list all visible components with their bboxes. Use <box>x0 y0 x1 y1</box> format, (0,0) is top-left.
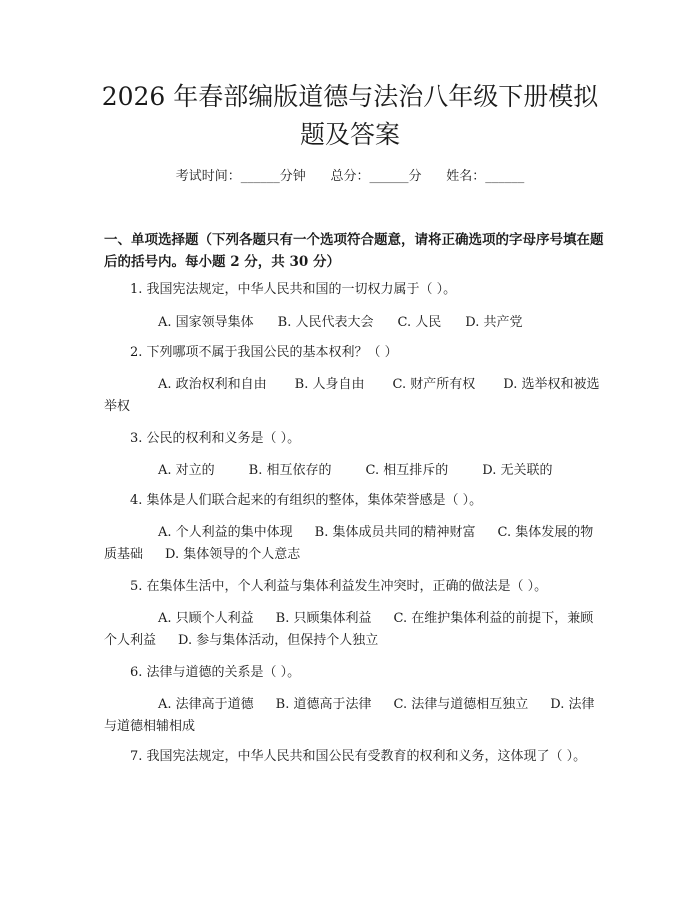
question-7-stem <box>104 746 604 768</box>
question-stem-text: 5. 在集体生活中，个人利益与集体利益发生冲突时，正确的做法是（ ）。 <box>130 579 548 594</box>
option-c: C. 在维护集体利益的前提下，兼顾个人利益 <box>104 611 594 648</box>
option-b: B. 只顾集体利益 <box>275 611 372 626</box>
option-c: C. 集体发展的物质基础 <box>104 525 594 562</box>
section-heading: 一、单项选择题（下列各题只有一个选项符合题意，请将正确选项的字母序号填在题后的括号内。每小题 2 分，共 30 分） <box>104 232 604 270</box>
option-d: D. 共产党 <box>465 315 523 330</box>
question-5-stem <box>104 576 604 598</box>
question-3-options <box>104 460 604 482</box>
option-a: A. 对立的 <box>158 463 215 478</box>
question-4-options <box>104 522 604 566</box>
document-title <box>0 78 700 154</box>
option-d: D. 选举权和被选举权 <box>104 377 600 414</box>
option-c: C. 法律与道德相互独立 <box>393 697 529 712</box>
option-d: D. 无关联的 <box>482 463 553 478</box>
option-a: A. 个人利益的集中体现 <box>158 525 293 540</box>
question-stem-text: 3. 公民的权利和义务是（ ）。 <box>130 431 301 446</box>
option-d: D. 法律与道德相辅相成 <box>104 697 595 734</box>
option-a: A. 只顾个人利益 <box>158 611 254 626</box>
question-2-stem <box>104 342 604 364</box>
question-4-stem <box>104 490 604 512</box>
option-b: B. 相互依存的 <box>248 463 332 478</box>
option-a: A. 政治权利和自由 <box>158 377 267 392</box>
option-d: D. 集体领导的个人意志 <box>165 547 301 562</box>
option-c: C. 相互排斥的 <box>365 463 449 478</box>
option-c: C. 财产所有权 <box>392 377 476 392</box>
question-stem-text: 6. 法律与道德的关系是（ ）。 <box>130 665 301 680</box>
exam-info-line: 考试时间：______分钟 总分：______分 姓名：______ <box>175 169 525 184</box>
option-b: B. 道德高于法律 <box>275 697 372 712</box>
question-3-stem <box>104 428 604 450</box>
question-stem-text: 1. 我国宪法规定，中华人民共和国的一切权力属于（ ）。 <box>130 282 457 297</box>
question-1-options <box>104 312 604 334</box>
option-a: A. 国家领导集体 <box>158 315 254 330</box>
option-a: A. 法律高于道德 <box>158 697 254 712</box>
question-5-options <box>104 608 604 652</box>
option-d: D. 参与集体活动，但保持个人独立 <box>178 633 379 648</box>
question-6-options <box>104 694 604 738</box>
option-b: B. 集体成员共同的精神财富 <box>314 525 476 540</box>
question-2-options <box>104 374 604 418</box>
option-b: B. 人身自由 <box>294 377 365 392</box>
option-c: C. 人民 <box>397 315 442 330</box>
question-1-stem <box>104 279 604 301</box>
title-line-1: 2026 年春部编版道德与法治八年级下册模拟 <box>101 82 599 111</box>
question-stem-text: 4. 集体是人们联合起来的有组织的整体，集体荣誉感是（ ）。 <box>130 493 483 508</box>
title-line-2: 题及答案 <box>299 120 400 149</box>
option-b: B. 人民代表大会 <box>277 315 374 330</box>
question-stem-text: 7. 我国宪法规定，中华人民共和国公民有受教育的权利和义务，这体现了（ ）。 <box>130 749 587 764</box>
question-6-stem <box>104 662 604 684</box>
question-stem-text: 2. 下列哪项不属于我国公民的基本权利？（ ） <box>130 345 398 360</box>
